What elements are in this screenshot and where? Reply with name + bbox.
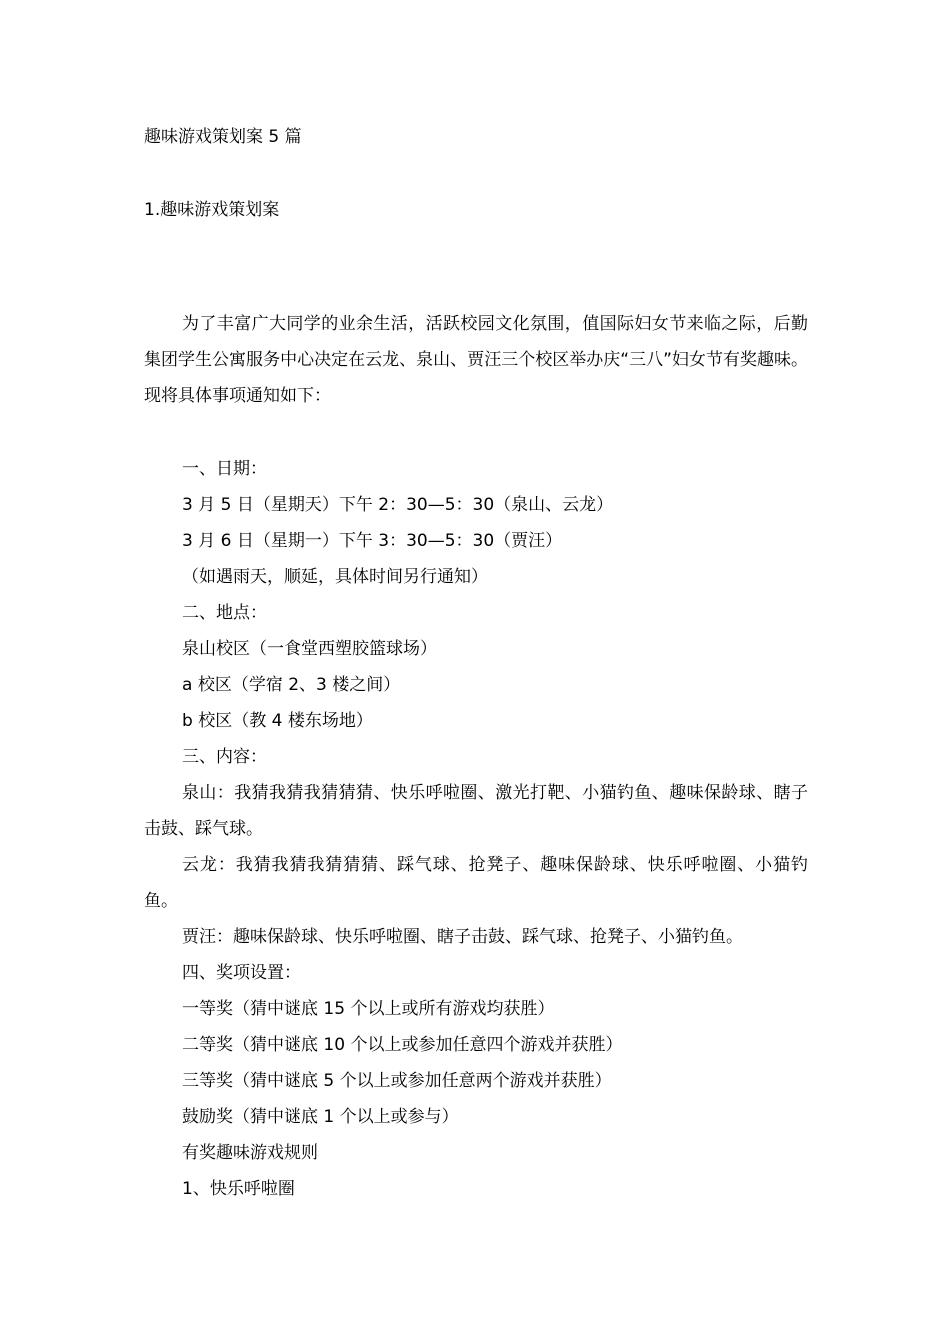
place-line-2: a 校区（学宿 2、3 楼之间） [182, 675, 401, 695]
intro-paragraph: 为了丰富广大同学的业余生活，活跃校园文化氛围，值国际妇女节来临之际，后勤集团学生公寓服务中心决定在云龙、泉山、贾汪三个校区举办庆“三八”妇女节有奖趣味。现将具体事项通知如下： [144, 314, 808, 406]
rain-note: （如遇雨天，顺延，具体时间另行通知） [182, 567, 488, 587]
award-line-1: 一等奖（猜中谜底 15 个以上或所有游戏均获胜） [182, 999, 555, 1019]
content-yunlong: 云龙：我猜我猜我猜猜猜、踩气球、抢凳子、趣味保龄球、快乐呼啦圈、小猫钓鱼。 [144, 855, 808, 911]
award-line-2: 二等奖（猜中谜底 10 个以上或参加任意四个游戏并获胜） [182, 1035, 623, 1055]
rule-line-1: 1、快乐呼啦圈 [182, 1179, 295, 1199]
place-line-1: 泉山校区（一食堂西塑胶篮球场） [182, 639, 437, 659]
date-line-2: 3 月 6 日（星期一）下午 3：30—5：30（贾汪） [182, 531, 563, 551]
place-line-3: b 校区（教 4 楼东场地） [182, 711, 373, 731]
award-line-3: 三等奖（猜中谜底 5 个以上或参加任意两个游戏并获胜） [182, 1071, 612, 1091]
rules-heading: 有奖趣味游戏规则 [182, 1143, 318, 1163]
section-heading: 1.趣味游戏策划案 [144, 200, 280, 220]
date-heading: 一、日期： [182, 459, 267, 479]
notice-body [144, 451, 808, 1207]
award-line-4: 鼓励奖（猜中谜底 1 个以上或参与） [182, 1107, 459, 1127]
content-quanshan: 泉山：我猜我猜我猜猜猜、快乐呼啦圈、激光打靶、小猫钓鱼、趣味保龄球、瞎子击鼓、踩气球。 [144, 783, 808, 839]
content-heading: 三、内容： [182, 747, 267, 767]
award-heading: 四、奖项设置： [182, 963, 301, 983]
document-title: 趣味游戏策划案 5 篇 [144, 127, 302, 147]
place-heading: 二、地点： [182, 603, 267, 623]
date-line-1: 3 月 5 日（星期天）下午 2：30—5：30（泉山、云龙） [182, 495, 614, 515]
content-jiawang: 贾汪：趣味保龄球、快乐呼啦圈、瞎子击鼓、踩气球、抢凳子、小猫钓鱼。 [182, 927, 743, 947]
